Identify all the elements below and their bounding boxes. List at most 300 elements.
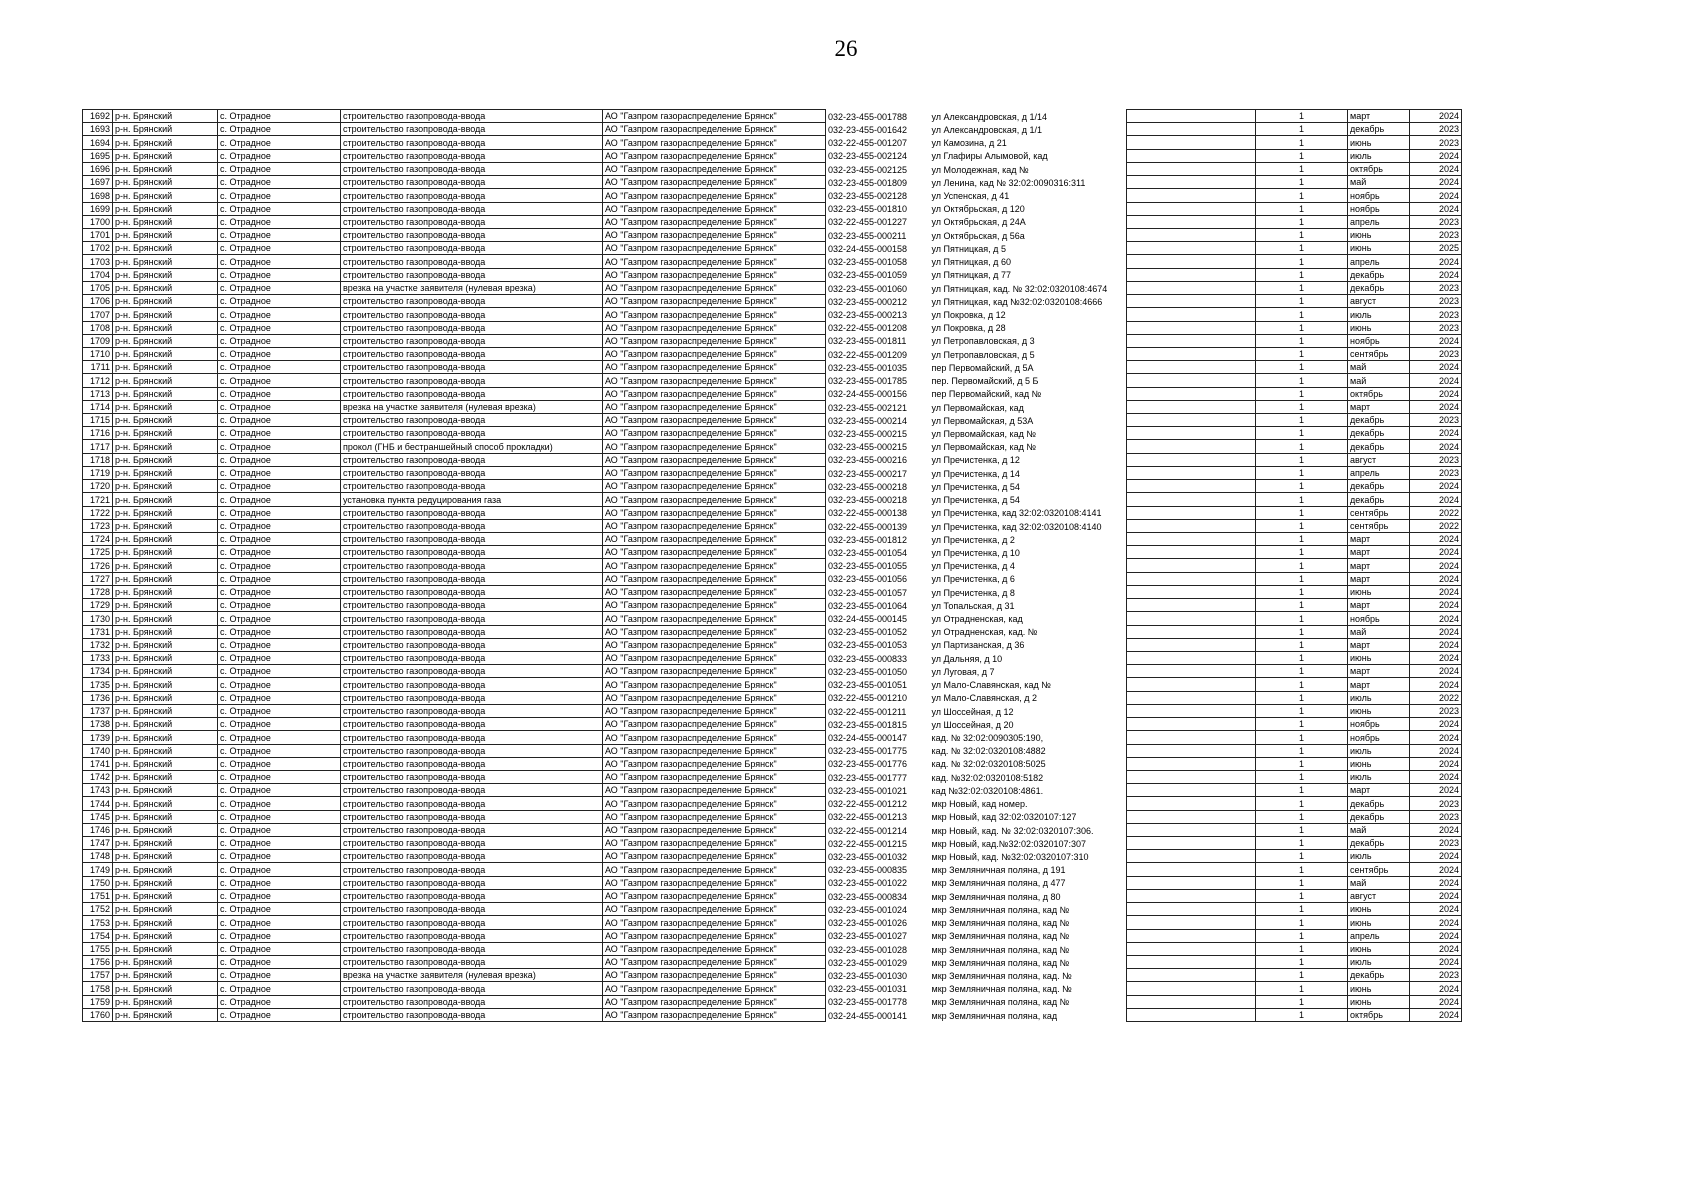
- locality-cell: с. Отрадное: [218, 466, 341, 479]
- organization-cell: АО "Газпром газораспределение Брянск": [603, 347, 826, 360]
- code-cell: 032-23-455-001811: [828, 336, 907, 347]
- row-number: 1703: [83, 255, 113, 268]
- empty-cell: [1127, 559, 1256, 572]
- row-number: 1714: [83, 400, 113, 413]
- code-cell: 032-23-455-001032: [828, 851, 908, 862]
- work-type-cell: строительство газопровода-ввода: [341, 242, 603, 255]
- row-number: 1731: [83, 625, 113, 638]
- month-cell: март: [1348, 546, 1410, 559]
- month-cell: декабрь: [1348, 440, 1410, 453]
- locality-cell: с. Отрадное: [218, 268, 341, 281]
- empty-cell: [1127, 347, 1256, 360]
- count-cell: 1: [1256, 162, 1348, 175]
- locality-cell: с. Отрадное: [218, 572, 341, 585]
- code-cell: 032-23-455-001026: [828, 918, 908, 929]
- empty-cell: [1127, 533, 1256, 546]
- table-row: [83, 308, 1462, 321]
- row-number: 1745: [83, 810, 113, 823]
- organization-cell: АО "Газпром газораспределение Брянск": [603, 387, 826, 400]
- work-type-cell: строительство газопровода-ввода: [341, 757, 603, 770]
- locality-cell: с. Отрадное: [218, 863, 341, 876]
- locality-cell: с. Отрадное: [218, 361, 341, 374]
- year-cell: 2024: [1410, 757, 1462, 770]
- year-cell: 2024: [1410, 876, 1462, 889]
- organization-cell: АО "Газпром газораспределение Брянск": [603, 797, 826, 810]
- row-number: 1694: [83, 136, 113, 149]
- month-cell: июль: [1348, 308, 1410, 321]
- empty-cell: [1127, 599, 1256, 612]
- work-type-cell: строительство газопровода-ввода: [341, 546, 603, 559]
- district-cell: р-н. Брянский: [113, 480, 218, 493]
- organization-cell: АО "Газпром газораспределение Брянск": [603, 176, 826, 189]
- address-cell: ул Мало-Славянская, кад №: [931, 680, 1051, 691]
- district-cell: р-н. Брянский: [113, 1008, 218, 1021]
- month-cell: март: [1348, 400, 1410, 413]
- count-cell: 1: [1256, 136, 1348, 149]
- row-number: 1723: [83, 519, 113, 532]
- address-cell: мкр Земляничная поляна, кад №: [931, 997, 1070, 1008]
- year-cell: 2024: [1410, 731, 1462, 744]
- year-cell: 2023: [1410, 321, 1462, 334]
- district-cell: р-н. Брянский: [113, 625, 218, 638]
- locality-cell: с. Отрадное: [218, 823, 341, 836]
- count-cell: 1: [1256, 612, 1348, 625]
- code-cell: 032-23-455-000216: [828, 455, 908, 466]
- address-cell: ул Пречистенка, кад 32:02:0320108:4141: [931, 508, 1102, 519]
- count-cell: 1: [1256, 784, 1348, 797]
- organization-cell: АО "Газпром газораспределение Брянск": [603, 850, 826, 863]
- work-type-cell: строительство газопровода-ввода: [341, 136, 603, 149]
- month-cell: июнь: [1348, 704, 1410, 717]
- table-row: [83, 268, 1462, 281]
- row-number: 1727: [83, 572, 113, 585]
- locality-cell: с. Отрадное: [218, 110, 341, 123]
- work-type-cell: врезка на участке заявителя (нулевая врезка): [341, 400, 603, 413]
- page-number: 26: [834, 36, 858, 61]
- row-number: 1749: [83, 863, 113, 876]
- locality-cell: с. Отрадное: [218, 810, 341, 823]
- work-type-cell: строительство газопровода-ввода: [341, 572, 603, 585]
- row-number: 1734: [83, 665, 113, 678]
- count-cell: 1: [1256, 400, 1348, 413]
- year-cell: 2022: [1410, 519, 1462, 532]
- row-number: 1718: [83, 453, 113, 466]
- empty-cell: [1127, 704, 1256, 717]
- address-cell: ул Отрадненская, кад. №: [931, 627, 1038, 638]
- address-cell: ул Пречистенка, д 8: [931, 587, 1015, 598]
- empty-cell: [1127, 757, 1256, 770]
- address-cell: ул Пятницкая, д 60: [931, 257, 1011, 268]
- table-row: [83, 982, 1462, 995]
- month-cell: июнь: [1348, 242, 1410, 255]
- district-cell: р-н. Брянский: [113, 242, 218, 255]
- count-cell: 1: [1256, 903, 1348, 916]
- month-cell: июнь: [1348, 228, 1410, 241]
- row-number: 1758: [83, 982, 113, 995]
- table-row: [83, 585, 1462, 598]
- district-cell: р-н. Брянский: [113, 414, 218, 427]
- work-type-cell: врезка на участке заявителя (нулевая врезка): [341, 281, 603, 294]
- count-cell: 1: [1256, 374, 1348, 387]
- count-cell: 1: [1256, 268, 1348, 281]
- organization-cell: АО "Газпром газораспределение Брянск": [603, 255, 826, 268]
- work-type-cell: строительство газопровода-ввода: [341, 876, 603, 889]
- code-cell: 032-23-455-001050: [828, 666, 908, 677]
- code-cell: 032-23-455-001051: [828, 680, 908, 691]
- locality-cell: с. Отрадное: [218, 347, 341, 360]
- month-cell: май: [1348, 823, 1410, 836]
- empty-cell: [1127, 718, 1256, 731]
- locality-cell: с. Отрадное: [218, 744, 341, 757]
- locality-cell: с. Отрадное: [218, 704, 341, 717]
- organization-cell: АО "Газпром газораспределение Брянск": [603, 268, 826, 281]
- count-cell: 1: [1256, 453, 1348, 466]
- empty-cell: [1127, 136, 1256, 149]
- address-cell: кад. № 32:02:0320108:4882: [931, 746, 1046, 757]
- table-row: [83, 533, 1462, 546]
- locality-cell: с. Отрадное: [218, 770, 341, 783]
- district-cell: р-н. Брянский: [113, 876, 218, 889]
- row-number: 1706: [83, 295, 113, 308]
- year-cell: 2024: [1410, 387, 1462, 400]
- district-cell: р-н. Брянский: [113, 770, 218, 783]
- organization-cell: АО "Газпром газораспределение Брянск": [603, 202, 826, 215]
- count-cell: 1: [1256, 585, 1348, 598]
- row-number: 1747: [83, 837, 113, 850]
- month-cell: апрель: [1348, 255, 1410, 268]
- count-cell: 1: [1256, 704, 1348, 717]
- row-number: 1709: [83, 334, 113, 347]
- code-cell: 032-23-455-001022: [828, 878, 908, 889]
- code-cell: 032-23-455-001027: [828, 931, 908, 942]
- empty-cell: [1127, 850, 1256, 863]
- organization-cell: АО "Газпром газораспределение Брянск": [603, 123, 826, 136]
- address-cell: кад. № 32:02:0090305:190,: [931, 733, 1044, 743]
- district-cell: р-н. Брянский: [113, 123, 218, 136]
- empty-cell: [1127, 427, 1256, 440]
- year-cell: 2023: [1410, 295, 1462, 308]
- district-cell: р-н. Брянский: [113, 982, 218, 995]
- organization-cell: АО "Газпром газораспределение Брянск": [603, 414, 826, 427]
- table-row: [83, 665, 1462, 678]
- organization-cell: АО "Газпром газораспределение Брянск": [603, 136, 826, 149]
- row-number: 1737: [83, 704, 113, 717]
- month-cell: май: [1348, 876, 1410, 889]
- row-number: 1692: [83, 110, 113, 123]
- work-type-cell: строительство газопровода-ввода: [341, 823, 603, 836]
- code-cell: 032-23-455-000213: [828, 310, 908, 320]
- district-cell: р-н. Брянский: [113, 665, 218, 678]
- organization-cell: АО "Газпром газораспределение Брянск": [603, 533, 826, 546]
- count-cell: 1: [1256, 678, 1348, 691]
- district-cell: р-н. Брянский: [113, 718, 218, 731]
- year-cell: 2023: [1410, 414, 1462, 427]
- district-cell: р-н. Брянский: [113, 810, 218, 823]
- address-cell: мкр Новый, кад номер.: [931, 799, 1028, 810]
- address-cell: ул Дальняя, д 10: [931, 653, 1003, 664]
- count-cell: 1: [1256, 110, 1348, 123]
- row-number: 1700: [83, 215, 113, 228]
- locality-cell: с. Отрадное: [218, 334, 341, 347]
- year-cell: 2024: [1410, 665, 1462, 678]
- table-row: [83, 599, 1462, 612]
- table-row: [83, 400, 1462, 413]
- count-cell: 1: [1256, 480, 1348, 493]
- month-cell: сентябрь: [1348, 519, 1410, 532]
- address-cell: пер. Первомайский, д 5 Б: [931, 376, 1039, 387]
- empty-cell: [1127, 466, 1256, 479]
- year-cell: 2024: [1410, 823, 1462, 836]
- organization-cell: АО "Газпром газораспределение Брянск": [603, 189, 826, 202]
- count-cell: 1: [1256, 466, 1348, 479]
- month-cell: сентябрь: [1348, 506, 1410, 519]
- empty-cell: [1127, 334, 1256, 347]
- count-cell: 1: [1256, 916, 1348, 929]
- table-row: [83, 691, 1462, 704]
- table-row: [83, 176, 1462, 189]
- empty-cell: [1127, 281, 1256, 294]
- count-cell: 1: [1256, 281, 1348, 294]
- year-cell: 2024: [1410, 480, 1462, 493]
- locality-cell: с. Отрадное: [218, 665, 341, 678]
- address-cell: ул Покровка, д 28: [931, 323, 1006, 334]
- month-cell: декабрь: [1348, 268, 1410, 281]
- table-row: [83, 506, 1462, 519]
- locality-cell: с. Отрадное: [218, 995, 341, 1008]
- address-cell: ул Мало-Славянская, д 2: [931, 693, 1038, 704]
- work-type-cell: строительство газопровода-ввода: [341, 215, 603, 228]
- locality-cell: с. Отрадное: [218, 1008, 341, 1021]
- month-cell: июнь: [1348, 651, 1410, 664]
- code-cell: 032-23-455-001058: [828, 257, 908, 268]
- address-cell: ул Александровская, д 1/1: [931, 124, 1043, 135]
- district-cell: р-н. Брянский: [113, 228, 218, 241]
- table-row: [83, 889, 1462, 902]
- code-cell: 032-23-455-002124: [828, 151, 908, 162]
- count-cell: 1: [1256, 295, 1348, 308]
- organization-cell: АО "Газпром газораспределение Брянск": [603, 903, 826, 916]
- locality-cell: с. Отрадное: [218, 228, 341, 241]
- row-number: 1707: [83, 308, 113, 321]
- code-cell: 032-23-455-000212: [828, 296, 908, 307]
- table-row: [83, 347, 1462, 360]
- district-cell: р-н. Брянский: [113, 731, 218, 744]
- table-row: [83, 427, 1462, 440]
- district-cell: р-н. Брянский: [113, 519, 218, 532]
- table-row: [83, 744, 1462, 757]
- work-type-cell: строительство газопровода-ввода: [341, 942, 603, 955]
- count-cell: 1: [1256, 361, 1348, 374]
- empty-cell: [1127, 228, 1256, 241]
- count-cell: 1: [1256, 810, 1348, 823]
- row-number: 1696: [83, 162, 113, 175]
- count-cell: 1: [1256, 228, 1348, 241]
- year-cell: 2024: [1410, 149, 1462, 162]
- organization-cell: АО "Газпром газораспределение Брянск": [603, 361, 826, 374]
- count-cell: 1: [1256, 691, 1348, 704]
- address-cell: мкр Земляничная поляна, д 191: [931, 865, 1066, 876]
- month-cell: октябрь: [1348, 387, 1410, 400]
- code-cell: 032-22-455-000139: [828, 521, 908, 532]
- table-row: [83, 929, 1462, 942]
- district-cell: р-н. Брянский: [113, 427, 218, 440]
- row-number: 1748: [83, 850, 113, 863]
- district-cell: р-н. Брянский: [113, 889, 218, 902]
- district-cell: р-н. Брянский: [113, 453, 218, 466]
- district-cell: р-н. Брянский: [113, 837, 218, 850]
- year-cell: 2024: [1410, 202, 1462, 215]
- address-cell: ул Покровка, д 12: [931, 310, 1006, 320]
- address-cell: ул Шоссейная, д 12: [931, 706, 1014, 717]
- count-cell: 1: [1256, 770, 1348, 783]
- month-cell: апрель: [1348, 929, 1410, 942]
- month-cell: июль: [1348, 770, 1410, 783]
- organization-cell: АО "Газпром газораспределение Брянск": [603, 506, 826, 519]
- work-type-cell: строительство газопровода-ввода: [341, 1008, 603, 1021]
- row-number: 1760: [83, 1008, 113, 1021]
- count-cell: 1: [1256, 823, 1348, 836]
- year-cell: 2024: [1410, 493, 1462, 506]
- year-cell: 2024: [1410, 361, 1462, 374]
- year-cell: 2023: [1410, 810, 1462, 823]
- empty-cell: [1127, 995, 1256, 1008]
- row-number: 1713: [83, 387, 113, 400]
- count-cell: 1: [1256, 334, 1348, 347]
- empty-cell: [1127, 453, 1256, 466]
- address-cell: мкр Новый, кад. №32:02:0320107:310: [931, 851, 1089, 862]
- row-number: 1732: [83, 638, 113, 651]
- count-cell: 1: [1256, 744, 1348, 757]
- code-cell: 032-23-455-001021: [828, 785, 908, 796]
- district-cell: р-н. Брянский: [113, 559, 218, 572]
- work-type-cell: строительство газопровода-ввода: [341, 202, 603, 215]
- year-cell: 2024: [1410, 850, 1462, 863]
- work-type-cell: строительство газопровода-ввода: [341, 903, 603, 916]
- organization-cell: АО "Газпром газораспределение Брянск": [603, 162, 826, 175]
- empty-cell: [1127, 651, 1256, 664]
- table-row: [83, 123, 1462, 136]
- code-cell: 032-24-455-000156: [828, 389, 908, 400]
- year-cell: 2024: [1410, 678, 1462, 691]
- year-cell: 2025: [1410, 242, 1462, 255]
- code-cell: 032-23-455-001060: [828, 283, 908, 294]
- work-type-cell: строительство газопровода-ввода: [341, 189, 603, 202]
- address-cell: ул Пречистенка, кад 32:02:0320108:4140: [931, 521, 1102, 532]
- table-row: [83, 387, 1462, 400]
- table-row: [83, 493, 1462, 506]
- table-row: [83, 837, 1462, 850]
- row-number: 1735: [83, 678, 113, 691]
- organization-cell: АО "Газпром газораспределение Брянск": [603, 718, 826, 731]
- work-type-cell: строительство газопровода-ввода: [341, 295, 603, 308]
- row-number: 1724: [83, 533, 113, 546]
- organization-cell: АО "Газпром газораспределение Брянск": [603, 480, 826, 493]
- row-number: 1752: [83, 903, 113, 916]
- work-type-cell: строительство газопровода-ввода: [341, 665, 603, 678]
- district-cell: р-н. Брянский: [113, 176, 218, 189]
- year-cell: 2024: [1410, 533, 1462, 546]
- organization-cell: АО "Газпром газораспределение Брянск": [603, 995, 826, 1008]
- code-cell: 032-22-455-001227: [828, 217, 908, 228]
- table-row: [83, 863, 1462, 876]
- month-cell: апрель: [1348, 215, 1410, 228]
- empty-cell: [1127, 863, 1256, 876]
- month-cell: апрель: [1348, 466, 1410, 479]
- district-cell: р-н. Брянский: [113, 863, 218, 876]
- month-cell: ноябрь: [1348, 189, 1410, 202]
- row-number: 1710: [83, 347, 113, 360]
- address-cell: ул Пятницкая, кад. № 32:02:0320108:4674: [931, 283, 1108, 294]
- empty-cell: [1127, 1008, 1256, 1021]
- work-type-cell: установка пункта редуцирования газа: [341, 493, 603, 506]
- count-cell: 1: [1256, 625, 1348, 638]
- code-cell: 032-24-455-000145: [828, 614, 908, 625]
- organization-cell: АО "Газпром газораспределение Брянск": [603, 572, 826, 585]
- address-cell: ул Пречистенка, д 10: [931, 547, 1020, 558]
- locality-cell: с. Отрадное: [218, 453, 341, 466]
- organization-cell: АО "Газпром газораспределение Брянск": [603, 651, 826, 664]
- work-type-cell: строительство газопровода-ввода: [341, 162, 603, 175]
- month-cell: май: [1348, 176, 1410, 189]
- organization-cell: АО "Газпром газораспределение Брянск": [603, 625, 826, 638]
- table-row: [83, 770, 1462, 783]
- month-cell: август: [1348, 295, 1410, 308]
- row-number: 1755: [83, 942, 113, 955]
- table-row: [83, 228, 1462, 241]
- month-cell: июнь: [1348, 995, 1410, 1008]
- count-cell: 1: [1256, 1008, 1348, 1021]
- district-cell: р-н. Брянский: [113, 202, 218, 215]
- count-cell: 1: [1256, 414, 1348, 427]
- work-type-cell: строительство газопровода-ввода: [341, 268, 603, 281]
- table-row: [83, 546, 1462, 559]
- address-cell: мкр Земляничная поляна, кад: [931, 1010, 1058, 1021]
- row-number: 1746: [83, 823, 113, 836]
- year-cell: 2024: [1410, 110, 1462, 123]
- empty-cell: [1127, 731, 1256, 744]
- count-cell: 1: [1256, 665, 1348, 678]
- year-cell: 2023: [1410, 466, 1462, 479]
- address-cell: мкр Земляничная поляна, кад. №: [931, 984, 1072, 995]
- district-cell: р-н. Брянский: [113, 572, 218, 585]
- organization-cell: АО "Газпром газораспределение Брянск": [603, 691, 826, 704]
- month-cell: июнь: [1348, 136, 1410, 149]
- code-cell: 032-22-455-000138: [828, 508, 908, 519]
- table-row: [83, 453, 1462, 466]
- work-type-cell: строительство газопровода-ввода: [341, 956, 603, 969]
- work-type-cell: строительство газопровода-ввода: [341, 651, 603, 664]
- locality-cell: с. Отрадное: [218, 414, 341, 427]
- month-cell: март: [1348, 599, 1410, 612]
- month-cell: сентябрь: [1348, 863, 1410, 876]
- district-cell: р-н. Брянский: [113, 281, 218, 294]
- table-row: [83, 784, 1462, 797]
- count-cell: 1: [1256, 242, 1348, 255]
- month-cell: май: [1348, 361, 1410, 374]
- year-cell: 2022: [1410, 691, 1462, 704]
- year-cell: 2024: [1410, 427, 1462, 440]
- address-cell: мкр Земляничная поляна, д 477: [931, 878, 1066, 889]
- empty-cell: [1127, 770, 1256, 783]
- district-cell: р-н. Брянский: [113, 189, 218, 202]
- organization-cell: АО "Газпром газораспределение Брянск": [603, 599, 826, 612]
- work-type-cell: строительство газопровода-ввода: [341, 744, 603, 757]
- address-cell: ул Пречистенка, д 12: [931, 455, 1020, 466]
- organization-cell: АО "Газпром газораспределение Брянск": [603, 295, 826, 308]
- address-cell: мкр Земляничная поляна, кад №: [931, 918, 1070, 929]
- code-cell: 032-23-455-001052: [828, 627, 908, 638]
- code-cell: 032-22-455-001212: [828, 799, 908, 810]
